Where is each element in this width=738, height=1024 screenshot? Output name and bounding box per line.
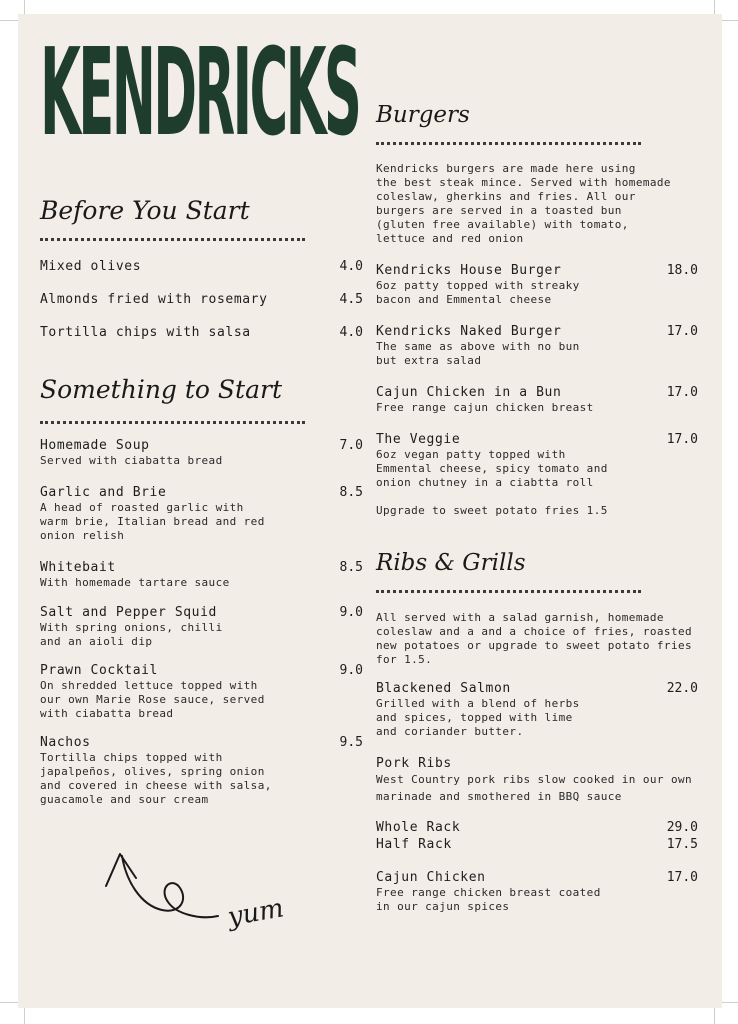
menu-item-name: Half Rack — [376, 837, 452, 852]
menu-item-desc: 6oz patty topped with streaky — [376, 279, 580, 292]
crop-mark — [714, 0, 715, 14]
menu-item-desc: onion relish — [40, 529, 125, 542]
menu-item-desc: Served with ciabatta bread — [40, 454, 223, 467]
menu-item-desc: bacon and Emmental cheese — [376, 293, 552, 306]
brand-logo — [40, 24, 360, 163]
menu-item-desc: A head of roasted garlic with — [40, 501, 244, 514]
menu-item-desc: but extra salad — [376, 354, 482, 367]
menu-item-name: Garlic and Brie — [40, 485, 167, 500]
arrow-head-icon — [106, 854, 136, 886]
menu-item-name: Pork Ribs — [376, 756, 452, 771]
menu-item-price: 17.0 — [666, 870, 698, 885]
menu-item-price: 17.0 — [666, 385, 698, 400]
brand-text: KENDRICKS — [40, 24, 360, 163]
burgers-intro-line: burgers are served in a toasted bun — [376, 204, 622, 217]
section-divider — [376, 590, 641, 593]
menu-item-name: Blackened Salmon — [376, 681, 511, 696]
menu-item-desc: and an aioli dip — [40, 635, 153, 648]
menu-item-name: Kendricks House Burger — [376, 263, 562, 278]
menu-item-desc: With homemade tartare sauce — [40, 576, 230, 589]
menu-item-desc: West Country pork ribs slow cooked in our own — [376, 773, 693, 786]
menu-item-price: 4.0 — [339, 259, 363, 274]
menu-item-price: 22.0 — [666, 681, 698, 696]
menu-item-price: 7.0 — [339, 438, 363, 453]
burgers-intro-line: lettuce and red onion — [376, 232, 524, 245]
menu-item-price: 4.0 — [339, 325, 363, 340]
menu-item-desc: guacamole and sour cream — [40, 793, 209, 806]
menu-item-desc: onion chutney in a ciabtta roll — [376, 476, 594, 489]
yum-text: yum — [225, 893, 287, 933]
menu-item-price: 4.5 — [339, 292, 363, 307]
menu-item-name: Whole Rack — [376, 820, 461, 835]
menu-item-desc: japalpeños, olives, spring onion — [40, 765, 265, 778]
menu-item-desc: The same as above with no bun — [376, 340, 580, 353]
crop-mark — [24, 1008, 25, 1024]
menu-item-name: Cajun Chicken in a Bun — [376, 385, 562, 400]
menu-item-desc: 6oz vegan patty topped with — [376, 448, 566, 461]
menu-item-desc: On shredded lettuce topped with — [40, 679, 258, 692]
menu-item-name: Tortilla chips with salsa — [40, 325, 251, 340]
menu-item-price: 8.5 — [339, 560, 363, 575]
burgers-intro-line: the best steak mince. Served with homemade — [376, 176, 671, 189]
menu-item-price: 9.0 — [339, 663, 363, 678]
menu-item-desc: with ciabatta bread — [40, 707, 174, 720]
menu-item-name: Almonds fried with rosemary — [40, 292, 268, 307]
menu-item-desc: Grilled with a blend of herbs — [376, 697, 580, 710]
menu-item-price: 17.0 — [666, 324, 698, 339]
menu-item-desc: Free range cajun chicken breast — [376, 401, 594, 414]
burgers-intro-line: Kendricks burgers are made here using — [376, 162, 636, 175]
upgrade-note: Upgrade to sweet potato fries 1.5 — [376, 504, 608, 517]
burgers-intro-line: coleslaw, gherkins and fries. All our — [376, 190, 636, 203]
section-title-burgers: Burgers — [376, 102, 470, 128]
section-title-something-to-start: Something to Start — [40, 375, 282, 404]
menu-item-price: 29.0 — [666, 820, 698, 835]
crop-mark — [0, 20, 18, 21]
ribs-intro-line: new potatoes or upgrade to sweet potato fries — [376, 639, 693, 652]
menu-item-price: 17.0 — [666, 432, 698, 447]
menu-item-desc: our own Marie Rose sauce, served — [40, 693, 265, 706]
menu-item-desc: and coriander butter. — [376, 725, 524, 738]
section-title-before-you-start: Before You Start — [40, 196, 250, 225]
menu-item-price: 17.5 — [666, 837, 698, 852]
menu-item-name: Homemade Soup — [40, 438, 150, 453]
menu-item-name: Whitebait — [40, 560, 116, 575]
section-divider — [40, 421, 305, 424]
arrow-line — [122, 856, 218, 917]
menu-item-desc: Free range chicken breast coated — [376, 886, 601, 899]
menu-item-price: 8.5 — [339, 485, 363, 500]
section-divider — [40, 238, 305, 241]
menu-item-desc: warm brie, Italian bread and red — [40, 515, 265, 528]
crop-mark — [24, 0, 25, 14]
burgers-intro-line: (gluten free available) with tomato, — [376, 218, 629, 231]
crop-mark — [0, 1002, 18, 1003]
section-divider — [376, 142, 641, 145]
menu-item-name: Cajun Chicken — [376, 870, 486, 885]
ribs-intro-line: All served with a salad garnish, homemade — [376, 611, 664, 624]
ribs-intro-line: for 1.5. — [376, 653, 433, 666]
menu-item-name: Kendricks Naked Burger — [376, 324, 562, 339]
menu-item-price: 9.0 — [339, 605, 363, 620]
menu-item-desc: marinade and smothered in BBQ sauce — [376, 790, 622, 803]
menu-item-desc: and covered in cheese with salsa, — [40, 779, 272, 792]
crop-mark — [722, 1002, 738, 1003]
menu-item-price: 9.5 — [339, 735, 363, 750]
menu-item-name: Mixed olives — [40, 259, 142, 274]
menu-item-name: Nachos — [40, 735, 91, 750]
menu-item-desc: With spring onions, chilli — [40, 621, 223, 634]
menu-item-desc: Emmental cheese, spicy tomato and — [376, 462, 608, 475]
ribs-intro-line: coleslaw and a and a choice of fries, roasted — [376, 625, 693, 638]
menu-item-desc: and spices, topped with lime — [376, 711, 573, 724]
menu-item-name: The Veggie — [376, 432, 461, 447]
menu-item-name: Salt and Pepper Squid — [40, 605, 217, 620]
crop-mark — [722, 20, 738, 21]
menu-item-desc: in our cajun spices — [376, 900, 510, 913]
menu-item-price: 18.0 — [666, 263, 698, 278]
crop-mark — [714, 1008, 715, 1024]
menu-item-desc: Tortilla chips topped with — [40, 751, 223, 764]
section-title-ribs-and-grills: Ribs & Grills — [376, 550, 526, 576]
yum-doodle — [100, 850, 290, 945]
menu-item-name: Prawn Cocktail — [40, 663, 158, 678]
